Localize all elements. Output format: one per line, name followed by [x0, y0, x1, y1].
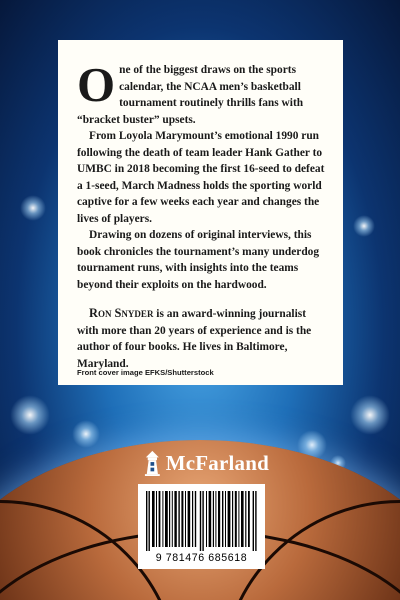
publisher-name: McFarland [165, 450, 269, 475]
lighthouse-icon [144, 448, 161, 478]
arena-light [350, 395, 390, 435]
publisher-logo [144, 448, 269, 478]
image-credit: Front cover image EFKS/Shutterstock [77, 368, 214, 377]
arena-light [353, 215, 375, 237]
blurb-paragraph-1-text: ne of the biggest draws on the sports calendar, the NCAA men’s basketball tournament routinely thrills fans with “bracket buster” upsets. [77, 64, 304, 126]
author-name: Ron Snyder [89, 306, 154, 320]
barcode-bars [144, 491, 259, 551]
arena-light [20, 195, 46, 221]
blurb-paragraph-2: From Loyola Marymount’s emotional 1990 run following the death of team leader Hank Gather to UMBC in 2018 becoming the first 16-seed to defeat a 1-seed, March Madness holds the sporting world captive for a few weeks each year and changes the lives of players. [77, 130, 325, 225]
drop-cap-letter: O [77, 57, 116, 112]
blurb-paragraph-1 [77, 57, 327, 128]
arena-light [72, 420, 100, 448]
isbn-barcode [138, 484, 265, 569]
author-bio-text: is an award-winning journalist with more than 20 years of experience and is the author of four books. He lives in Baltimore, Maryland. [77, 308, 312, 370]
back-cover-text-panel [58, 40, 343, 385]
isbn-number: 9 781476 685618 [155, 552, 248, 564]
blurb-paragraph-3: Drawing on dozens of original interviews, this book chronicles the tournament’s many underdog tournament runs, with insights into the teams beyond their exploits on the hardwood. [77, 229, 320, 291]
author-bio [77, 305, 327, 372]
arena-light [10, 395, 50, 435]
book-blurb [77, 57, 327, 372]
